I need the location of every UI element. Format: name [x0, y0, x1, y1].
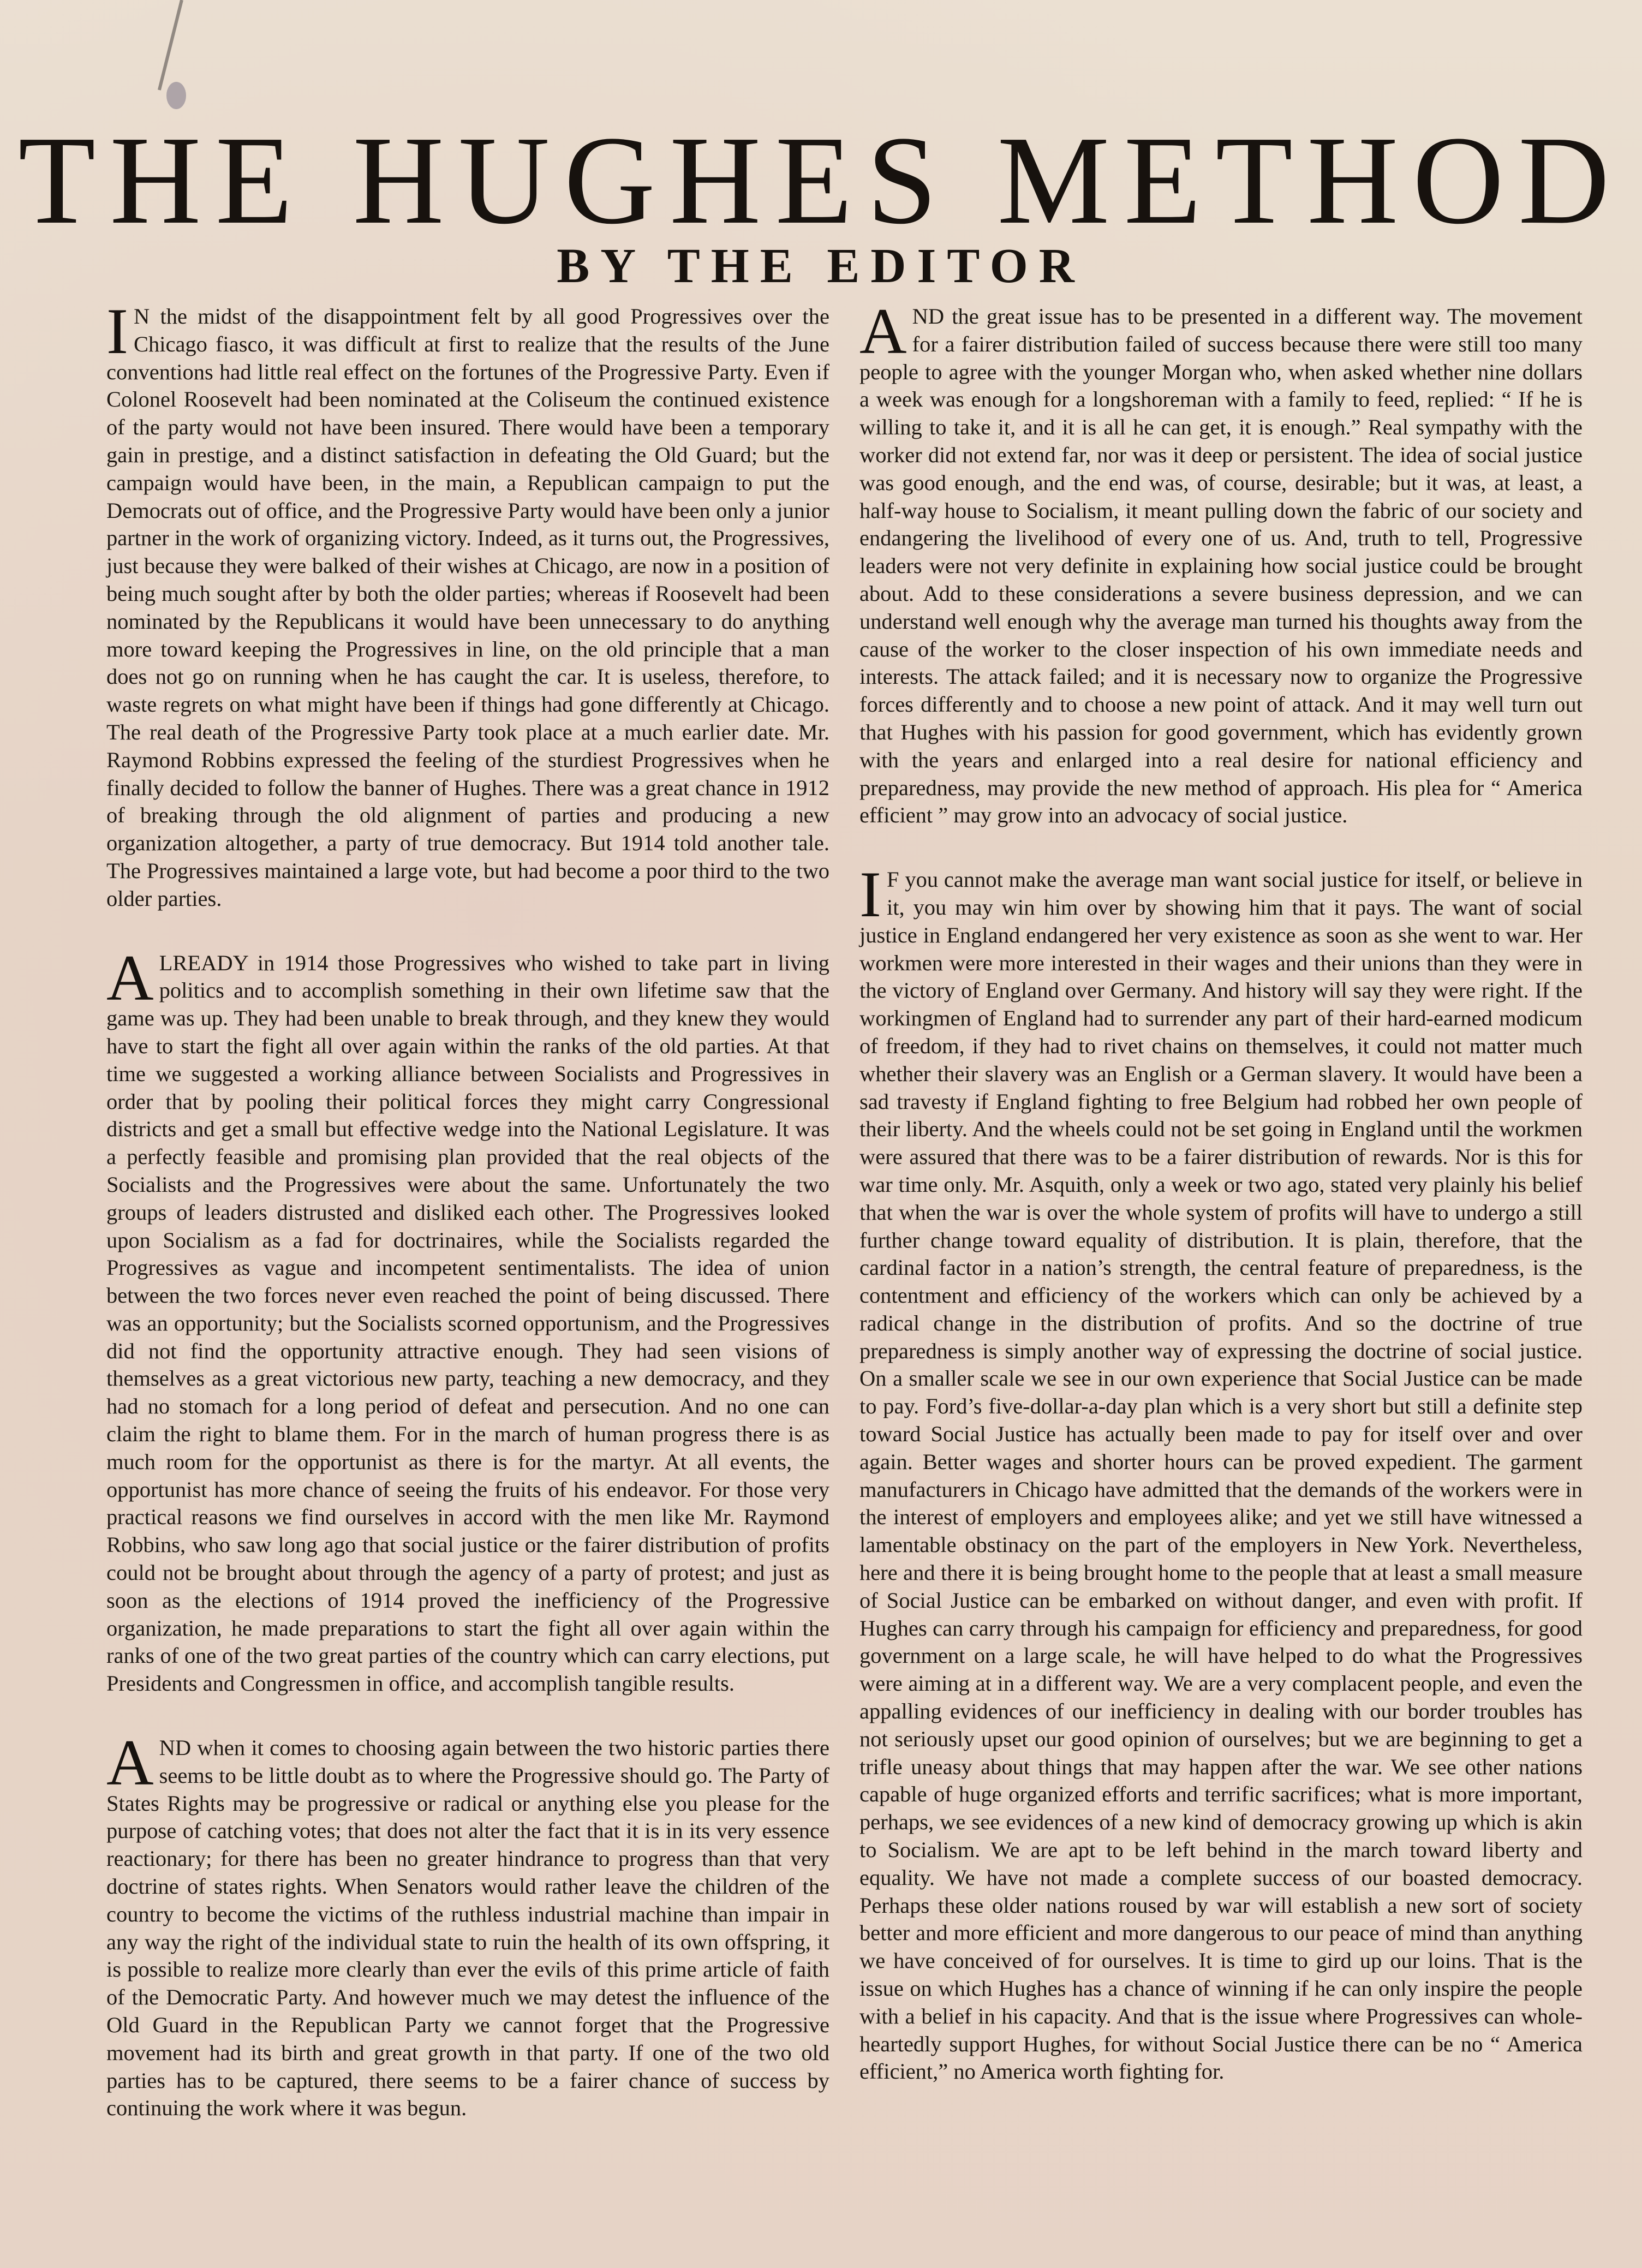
- article-title: THE HUGHES METHOD: [18, 110, 1624, 250]
- paragraph: [106, 295, 829, 913]
- drop-cap: I: [859, 858, 881, 931]
- drop-cap: I: [106, 295, 128, 367]
- drop-cap: A: [106, 941, 154, 1014]
- right-column: [859, 295, 1583, 2122]
- paragraph-text: F you cannot make the average man want social justice for itself, or believe in it, you may win him over by showing him that it pays. The want of social justice in England endangered her very existence as soon as she went to war. Her workmen were more interested in their wages and their unions than they were in the victory of England over Germany. And history will say they were right. If the workingmen of England had to surrender any part of their hard-earned modicum of freedom, if they had to rivet chains on themselves, it could not matter much whether their slavery was an English or a German slavery. It would have been a sad travesty if England fighting to free Belgium had robbed her own people of their liberty. And the wheels could not be set going in England until the workmen were assured that there was to be a fairer distribution of rewards. Nor is this for war time only. Mr. Asquith, only a week or two ago, stated very plainly his belief that when the war is over the whole system of profits will have to undergo a still further change toward equality of distribution. It is plain, therefore, that the cardinal factor in a nation’s strength, the central feature of preparedness, is the contentment and efficiency of the workers which can only be achieved by a radical change in the distribution of profits. And so the doctrine of true preparedness is simply another way of expressing the doctrine of social justice. On a smaller scale we see in our own experience that Social Justice can be made to pay. Ford’s five-dollar-a-day plan which is a very short but still a definite step toward Social Justice has actually been made to pay for itself over and over again. Better wages and shorter hours can be proved expedient. The garment manufacturers in Chicago have admitted that the demands of the workers were in the interest of employers and employees alike; and yet we still have witnessed a lamentable obstinacy on the part of the employers in New York. Nevertheless, here and there it is being brought home to the people that at least a small measure of Social Justice can be embarked on without danger, and even with profit. If Hughes can carry through his campaign for efficiency and preparedness, for good government on a large scale, he will have helped to do what the Progressives were aiming at in a different way. We are a very complacent people, and even the appalling evidences of our inefficiency in dealing with our border troubles has not seriously upset our good opinion of ourselves; but we are beginning to get a trifle uneasy about things that may happen after the war. We see other nations capable of huge organized efforts and terrific sacrifices; what is more important, perhaps, we see evidences of a new kind of democracy growing up which is akin to Socialism. We are apt to be left behind in the march toward liberty and equality. We have not made a complete success of our boasted democracy. Perhaps these older nations roused by war will establish a new sort of society better and more efficient and more dangerous to our peace of mind than anything we have conceived of for ourselves. It is time to gird up our loins. That is the issue on which Hughes has a chance of winning if he can only inspire the people with a belief in his capacity. And that is the issue where Progressives can whole-heartedly support Hughes, for without Social Justice there can be no “ America efficient,” no America worth fighting for.: [859, 867, 1583, 2084]
- left-column: [106, 295, 829, 2159]
- paragraph-text: ND when it comes to choosing again between the two historic parties there seems to be little doubt as to where the Progressive should go. The Party of States Rights may be progressive or radical or anything else you please for the purpose of catching votes; that does not alter the fact that it is in its very essence reactionary; for there has been no greater hindrance to progress than that very doctrine of states rights. When Senators would rather leave the children of the country to become the victims of the ruthless industrial machine than impair in any way the right of the individual state to ruin the health of its own offspring, it is possible to realize more clearly than ever the evils of this prime article of faith of the Democratic Party. And however much we may detest the influence of the Old Guard in the Republican Party we cannot forget that the Progressive movement had its birth and great growth in that party. If one of the two old parties has to be captured, there seems to be a fairer chance of success by continuing the work where it was begun.: [106, 1735, 829, 2121]
- drop-cap: A: [106, 1726, 154, 1799]
- drop-cap: A: [859, 295, 907, 367]
- article-byline: BY THE EDITOR: [557, 239, 1085, 293]
- paragraph: [859, 295, 1583, 829]
- paragraph: [859, 858, 1583, 2086]
- ink-smudge: [166, 82, 186, 109]
- paragraph-text: ND the great issue has to be presented in a different way. The movement for a fairer distribution failed of success because there were still too many people to agree with the younger Morgan who, when asked whether nine dollars a week was enough for a longshoreman with a family to feed, replied: “ If he is willing to take it, and it is all he can get, it is enough.” Real sympathy with the worker did not extend far, nor was it deep or persistent. The idea of social justice was good enough, and the end was, of course, desirable; but it was, at least, a half-way house to Socialism, it meant pulling down the fabric of our society and endangering the livelihood of every one of us. And, truth to tell, Progressive leaders were not very definite in explaining how social justice could be brought about. Add to these considerations a severe business depression, and we can understand well enough why the average man turned his thoughts away from the cause of the worker to the closer inspection of his own immediate needs and interests. The attack failed; and it is necessary now to organize the Progressive forces differently and to choose a new point of attack. And it may well turn out that Hughes with his passion for good government, which has evidently grown with the years and enlarged into a real desire for national efficiency and preparedness, may provide the new method of approach. His plea for “ America efficient ” may grow into an advocacy of social justice.: [859, 304, 1583, 828]
- paragraph-text: N the midst of the disappointment felt by all good Progressives over the Chicago fiasco, it was difficult at first to realize that the results of the June conventions had little real effect on the fortunes of the Progressive Party. Even if Colonel Roosevelt had been nominated at the Coliseum the continued existence of the party would not have been insured. There would have been a temporary gain in prestige, and a distinct satisfaction in defeating the Old Guard; but the campaign would have been, in the main, a Republican campaign to put the Democrats out of office, and the Progressive Party would have been only a junior partner in the work of organizing victory. Indeed, as it turns out, the Progressives, just because they were balked of their wishes at Chicago, are now in a position of being much sought after by both the older parties; whereas if Roosevelt had been nominated by the Republicans it would have been unnecessary to do anything more toward keeping the Progressives in line, on the old principle that a man does not go on running when he has caught the car. It is useless, therefore, to waste regrets on what might have been if things had gone differently at Chicago. The real death of the Progressive Party took place at a much earlier date. Mr. Raymond Robbins expressed the feeling of the sturdiest Progressives when he finally decided to follow the banner of Hughes. There was a great chance in 1912 of breaking through the old alignment of parties and producing a new organization altogether, a party of true democracy. But 1914 told another tale. The Progressives maintained a large vote, but had become a poor third to the two older parties.: [106, 304, 829, 911]
- paragraph: [106, 941, 829, 1698]
- paragraph: [106, 1726, 829, 2122]
- paragraph-text: LREADY in 1914 those Progressives who wished to take part in living politics and to accomplish something in their own lifetime saw that the game was up. They had been unable to break through, and they knew they would have to start the fight all over again within the ranks of the old parties. At that time we suggested a working alliance between Socialists and Progressives in order that by pooling their political forces they might carry Congressional districts and get a small but effective wedge into the National Legislature. It was a perfectly feasible and promising plan provided that the real objects of the Socialists and the Progressives were about the same. Unfortunately the two groups of leaders distrusted and disliked each other. The Progressives looked upon Socialism as a fad for doctrinaires, while the Socialists regarded the Progressives as vague and incompetent sentimentalists. The idea of union between the two forces never even reached the point of being discussed. There was an opportunity; but the Socialists scorned opportunism, and the Progressives did not find the opportunity attractive enough. They had seen visions of themselves as a great victorious new party, teaching a new democracy, and they had no stomach for a long period of defeat and persecution. And no one can claim the right to blame them. For in the march of human progress there is as much room for the opportunist as there is for the martyr. At all events, the opportunist has more chance of seeing the fruits of his endeavor. For those very practical reasons we find ourselves in accord with the men like Mr. Raymond Robbins, who saw long ago that social justice or the fairer distribution of profits could not be brought about through the agency of a party of protest; and just as soon as the elections of 1914 proved the inefficiency of the Progressive organization, he made preparations to start the fight all over again within the ranks of one of the two great parties of the country which can carry elections, put Presidents and Congressmen in office, and accomplish tangible results.: [106, 950, 829, 1696]
- page-scratch-mark: [158, 0, 183, 91]
